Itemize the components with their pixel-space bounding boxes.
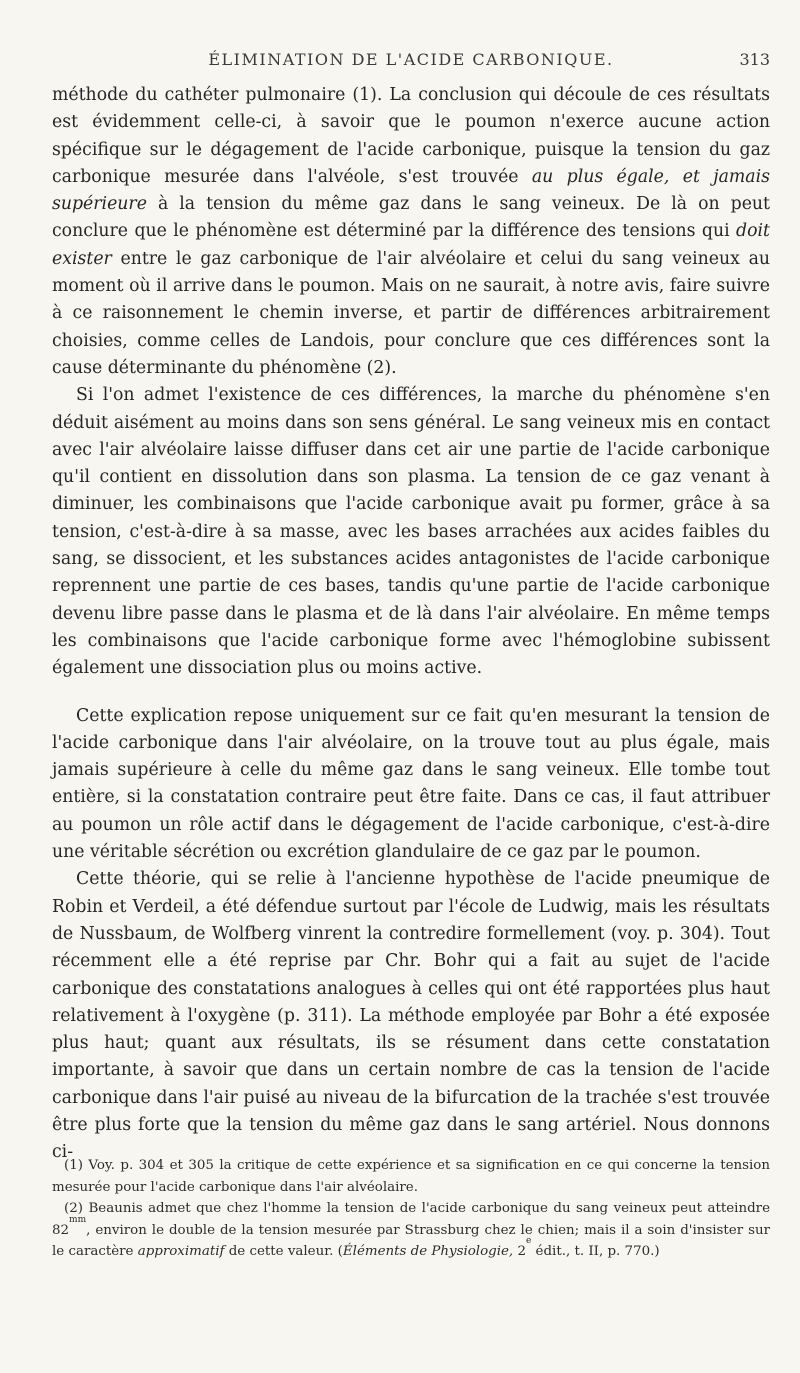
footnote-run: édit., t. II, p. 770.) [531, 1244, 660, 1259]
text-run: méthode du cathéter pulmonaire (1). La conclusion qui découle de ces résultats est évidemment celle-ci, à savoir que le poumon n'exerce aucune action spécifique sur le dégagement de l'acide carbonique, puisque la tension du gaz carbonique mesurée dans l'alvéole, s'est trouvée [52, 85, 770, 187]
footnote-run: , environ le double de la tension mesurée par Strassburg chez le chien; mais il a soin d'insister sur le caractère [52, 1222, 770, 1259]
footnote-run: (1) Voy. p. 304 et 305 la critique de cette expérience et sa signification en ce qui concerne la tension mesurée pour l'acide carbonique dans l'air alvéolaire. [52, 1158, 770, 1195]
text-run: au plus égale, et jamais supérieure [52, 166, 770, 215]
footnote-run: e [525, 1236, 532, 1246]
footnote [52, 1198, 770, 1263]
running-header [52, 46, 770, 82]
text-run: doit exister [52, 221, 770, 269]
footnotes [52, 1155, 770, 1263]
text-run: entre le gaz carbonique de l'air alvéolaire et celui du sang veineux au moment où il arrive dans le poumon. Mais on ne saurait, à notre avis, faire suivre à ce raisonnement le chemin inverse, et partir de différences arbitrairement choisies, comme celles de Landois, pour conclure que ces différences sont la cause déterminante du phénomène (2). [52, 248, 770, 378]
body-text [52, 82, 770, 1167]
text-run: Cette explication repose uniquement sur ce fait qu'en mesurant la tension de l'acide carbonique dans l'air alvéolaire, on la trouve tout au plus égale, mais jamais supérieure à celle du même gaz dans le sang veineux. Elle tombe tout entière, si la constatation contraire peut être faite. Dans ce cas, il faut attribuer au poumon un rôle actif dans le dégagement de l'acide carbonique, c'est-à-dire une véritable sécrétion ou excrétion glandulaire de ce gaz par le poumon. [52, 705, 770, 863]
footnote-run: mm [69, 1214, 87, 1225]
footnote-run: de cette valeur. ( [224, 1244, 343, 1259]
footnote-run: approximatif [137, 1244, 225, 1259]
paragraph [52, 82, 770, 382]
text-run: Si l'on admet l'existence de ces différences, la marche du phénomène s'en déduit aisément au moins dans son sens général. Le sang veineux mis en contact avec l'air alvéolaire laisse diffuser dans cet air une partie de l'acide carbonique qu'il contient en dissolution dans son plasma. La tension de ce gaz venant à diminuer, les combinaisons que l'acide carbonique avait pu former, grâce à sa tension, c'est-à-dire à sa masse, avec les bases arrachées aux acides faibles du sang, se dissocient, et les substances acides antagonistes de l'acide carbonique reprennent une partie de ces bases, tandis qu'une partie de l'acide carbonique devenu libre passe dans le plasma et de là dans l'air alvéolaire. En même temps les combinaisons que l'acide carbonique forme avec l'hémoglobine subissent également une dissociation plus ou moins active. [52, 385, 770, 679]
page-number: 313 [739, 50, 770, 69]
footnote-run: 2 [513, 1244, 526, 1259]
footnote-run: (2) Beaunis admet que chez l'homme la tension de l'acide carbonique du sang veineux peut atteindre 82 [52, 1201, 770, 1238]
running-title: ÉLIMINATION DE L'ACIDE CARBONIQUE. [208, 50, 614, 69]
paragraph [52, 382, 770, 682]
paragraph [52, 866, 770, 1166]
footnote-run: Éléments de Physiologie, [342, 1244, 514, 1259]
paragraph [52, 703, 770, 867]
text-run: à la tension du même gaz dans le sang veineux. De là on peut conclure que le phénomène est déterminé par la différence des tensions qui [52, 194, 770, 242]
page [52, 46, 770, 1167]
footnote [52, 1155, 770, 1198]
text-run: Cette théorie, qui se relie à l'ancienne hypothèse de l'acide pneumique de Robin et Verdeil, a été défendue surtout par l'école de Ludwig, mais les résultats de Nussbaum, de Wolfberg vinrent la contredire formellement (voy. p. 304). Tout récemment elle a été reprise par Chr. Bohr qui a fait au sujet de l'acide carbonique des constatations analogues à celles qui ont été rapportées plus haut relativement à l'oxygène (p. 311). La méthode employée par Bohr a été exposée plus haut; quant aux résultats, ils se résument dans cette constatation importante, à savoir que dans un certain nombre de cas la tension de l'acide carbonique dans l'air puisé au niveau de la bifurcation de la trachée s'est trouvée être plus forte que la tension du même gaz dans le sang artériel. Nous donnons ci- [52, 869, 770, 1163]
